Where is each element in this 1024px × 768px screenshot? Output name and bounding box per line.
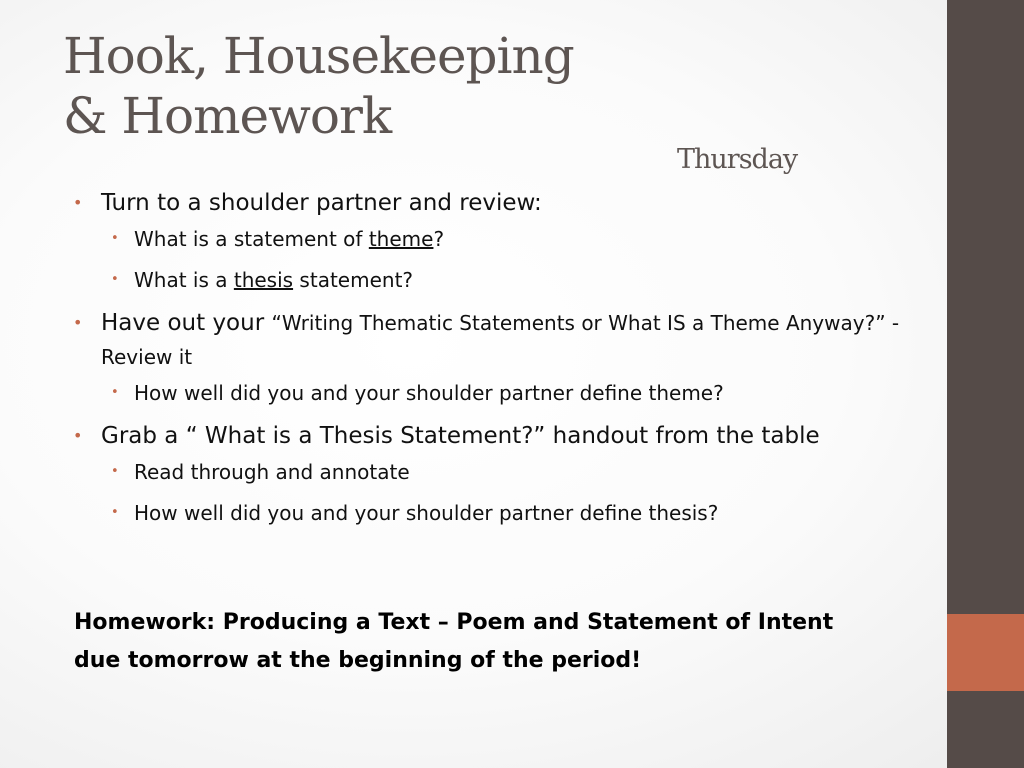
slide-title bbox=[63, 26, 923, 175]
bullet-dot-icon: • bbox=[111, 385, 119, 400]
homework-note bbox=[74, 604, 914, 680]
bullet-dot-icon: • bbox=[73, 193, 83, 212]
bullet-text: Turn to a shoulder partner and review: bbox=[101, 190, 542, 216]
sub-bullet-item bbox=[73, 378, 903, 408]
bullet-dot-icon: • bbox=[111, 505, 119, 520]
bullet-dot-icon: • bbox=[73, 313, 83, 332]
bullet-dot-icon: • bbox=[111, 272, 119, 287]
bullet-dot-icon: • bbox=[111, 464, 119, 479]
sub-bullet-item bbox=[73, 224, 903, 254]
bullet-dot-icon: • bbox=[73, 426, 83, 445]
sub-bullet-item bbox=[73, 457, 903, 487]
sub-bullet-item bbox=[73, 265, 903, 295]
bullet-text: Have out your bbox=[101, 310, 272, 336]
bullet-item bbox=[73, 306, 903, 374]
sub-bullet-text: How well did you and your shoulder partner define thesis? bbox=[134, 501, 719, 525]
sub-bullet-text: ? bbox=[433, 227, 445, 251]
title-line-2: & Homework bbox=[63, 87, 392, 145]
underlined-term: theme bbox=[368, 227, 434, 251]
bullet-text: “Writing Thematic Statements or What IS a Theme Anyway?” - Review it bbox=[101, 311, 900, 369]
homework-line-1: Homework: Producing a Text – Poem and Statement of Intent bbox=[74, 610, 834, 635]
sub-bullet-text: What is a statement of bbox=[134, 227, 369, 251]
bullet-text: Grab a “ What is a Thesis Statement?” handout from the table bbox=[101, 423, 820, 449]
sidebar-accent-block bbox=[947, 614, 1024, 691]
slide-body bbox=[73, 186, 903, 539]
sub-bullet-text: What is a bbox=[134, 268, 234, 292]
title-line-1: Hook, Housekeeping bbox=[63, 27, 574, 85]
underlined-term: thesis bbox=[233, 268, 294, 292]
sub-bullet-text: Read through and annotate bbox=[134, 460, 410, 484]
homework-line-2: due tomorrow at the beginning of the period! bbox=[74, 648, 642, 673]
bullet-item bbox=[73, 186, 903, 220]
bullet-item bbox=[73, 419, 903, 453]
bullet-dot-icon: • bbox=[111, 231, 119, 246]
sub-bullet-text: statement? bbox=[293, 268, 414, 292]
sub-bullet-item bbox=[73, 498, 903, 528]
sub-bullet-text: How well did you and your shoulder partner define theme? bbox=[134, 381, 724, 405]
day-label: Thursday bbox=[677, 144, 798, 175]
